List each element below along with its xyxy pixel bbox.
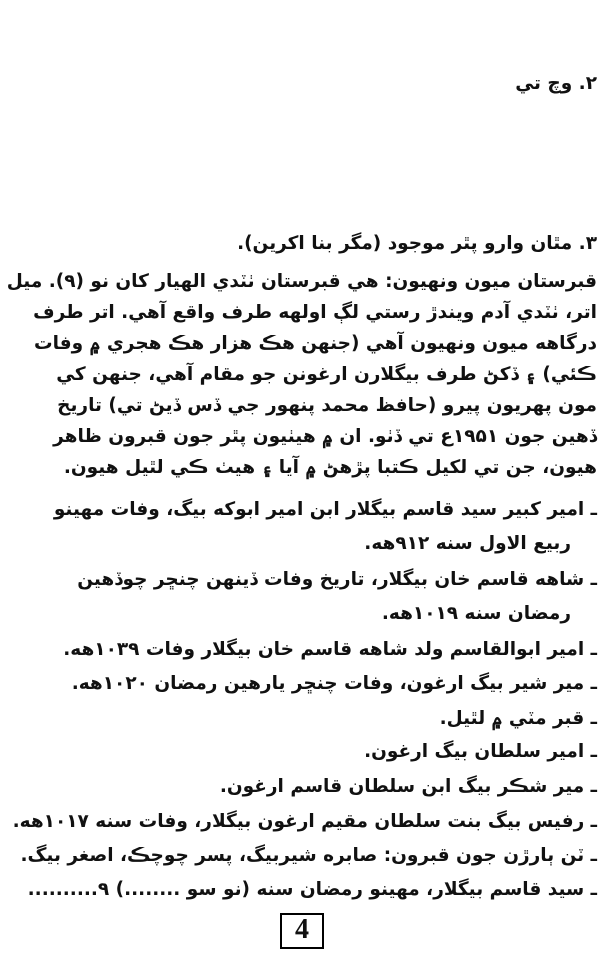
- entry-note: ۳. مٿان وارو پٿر موجود (مگر بنا اکرين).: [237, 233, 597, 254]
- list-item: ـ امير سلطان بيگ ارغون.: [364, 741, 597, 762]
- list-item: ـ امير ابوالقاسم ولد شاهه قاسم خان بيگلار وفات ۱۰۳۹هه.: [63, 639, 597, 660]
- list-item: ـ مير شير بيگ ارغون، وفات چنڇر يارهين رمضان ۱۰۲۰هه.: [71, 673, 597, 694]
- paragraph-line: ڏهين جون ۱۹۵۱ع تي ڏٺو. ان ۾ هيٺيون پٿر جون قبرون ظاهر: [53, 426, 597, 447]
- paragraph-line: ڪئي) ۽ ڏکڻ طرف بيگلارن ارغونن جو مقام آهي، جنهن کي: [56, 364, 597, 385]
- list-item: ـ مير شڪر بيگ ابن سلطان قاسم ارغون.: [219, 776, 597, 797]
- paragraph-line: درگاهه ميون ونهيون آهي (جنهن هڪ هزار هڪ هجري ۾ وفات: [33, 333, 597, 354]
- list-item-continuation: ربيع الاول سنه ۹۱۲هه.: [364, 533, 571, 554]
- list-item: ـ قبر مٽي ۾ لٿيل.: [439, 708, 597, 729]
- list-item: ـ ٽن ٻارڙن جون قبرون: صابره شيربيگ، پسر چوچڪ، اصغر بيگ.: [20, 845, 597, 866]
- entry-line-8: [18, 230, 597, 258]
- paragraph-line: هيون، جن تي لکيل ڪتبا پڙهڻ ۾ آيا ۽ هيٺ ڪي لٿيل هيون.: [63, 457, 597, 478]
- list-item: ـ شاهه قاسم خان بيگلار، تاريخ وفات ڏينهن چنڇر چوڏهين: [77, 569, 597, 590]
- list-item: ـ امير کبير سيد قاسم بيگلار ابن امير ابوکه بيگ، وفات مهينو: [53, 499, 597, 520]
- entry-line-3: [18, 70, 597, 98]
- paragraph-line: اتر، ٺٽدي آدم ويندڙ رستي لڳ اولهه طرف واقع آهي. اتر طرف: [33, 302, 597, 323]
- list-item: ـ رفيس بيگ بنت سلطان مقيم ارغون بيگلار، وفات سنه ۱۰۱۷هه.: [12, 811, 597, 832]
- list-item: ـ سيد قاسم بيگلار، مهينو رمضان سنه (نو سو ........) ۹..........: [27, 879, 597, 900]
- list-item-continuation: رمضان سنه ۱۰۱۹هه.: [381, 603, 571, 624]
- paragraph-line: مون پهريون پيرو (حافظ محمد پنهور جي ڏس ڏيڻ تي) تاريخ: [57, 395, 597, 416]
- page-number: 4: [280, 913, 324, 949]
- entry-heading: ۲. وچ تي: [515, 73, 597, 94]
- paragraph-line: قبرستان ميون ونهيون: هي قبرستان ٺٽدي الهيار کان نو (۹). ميل: [6, 271, 597, 292]
